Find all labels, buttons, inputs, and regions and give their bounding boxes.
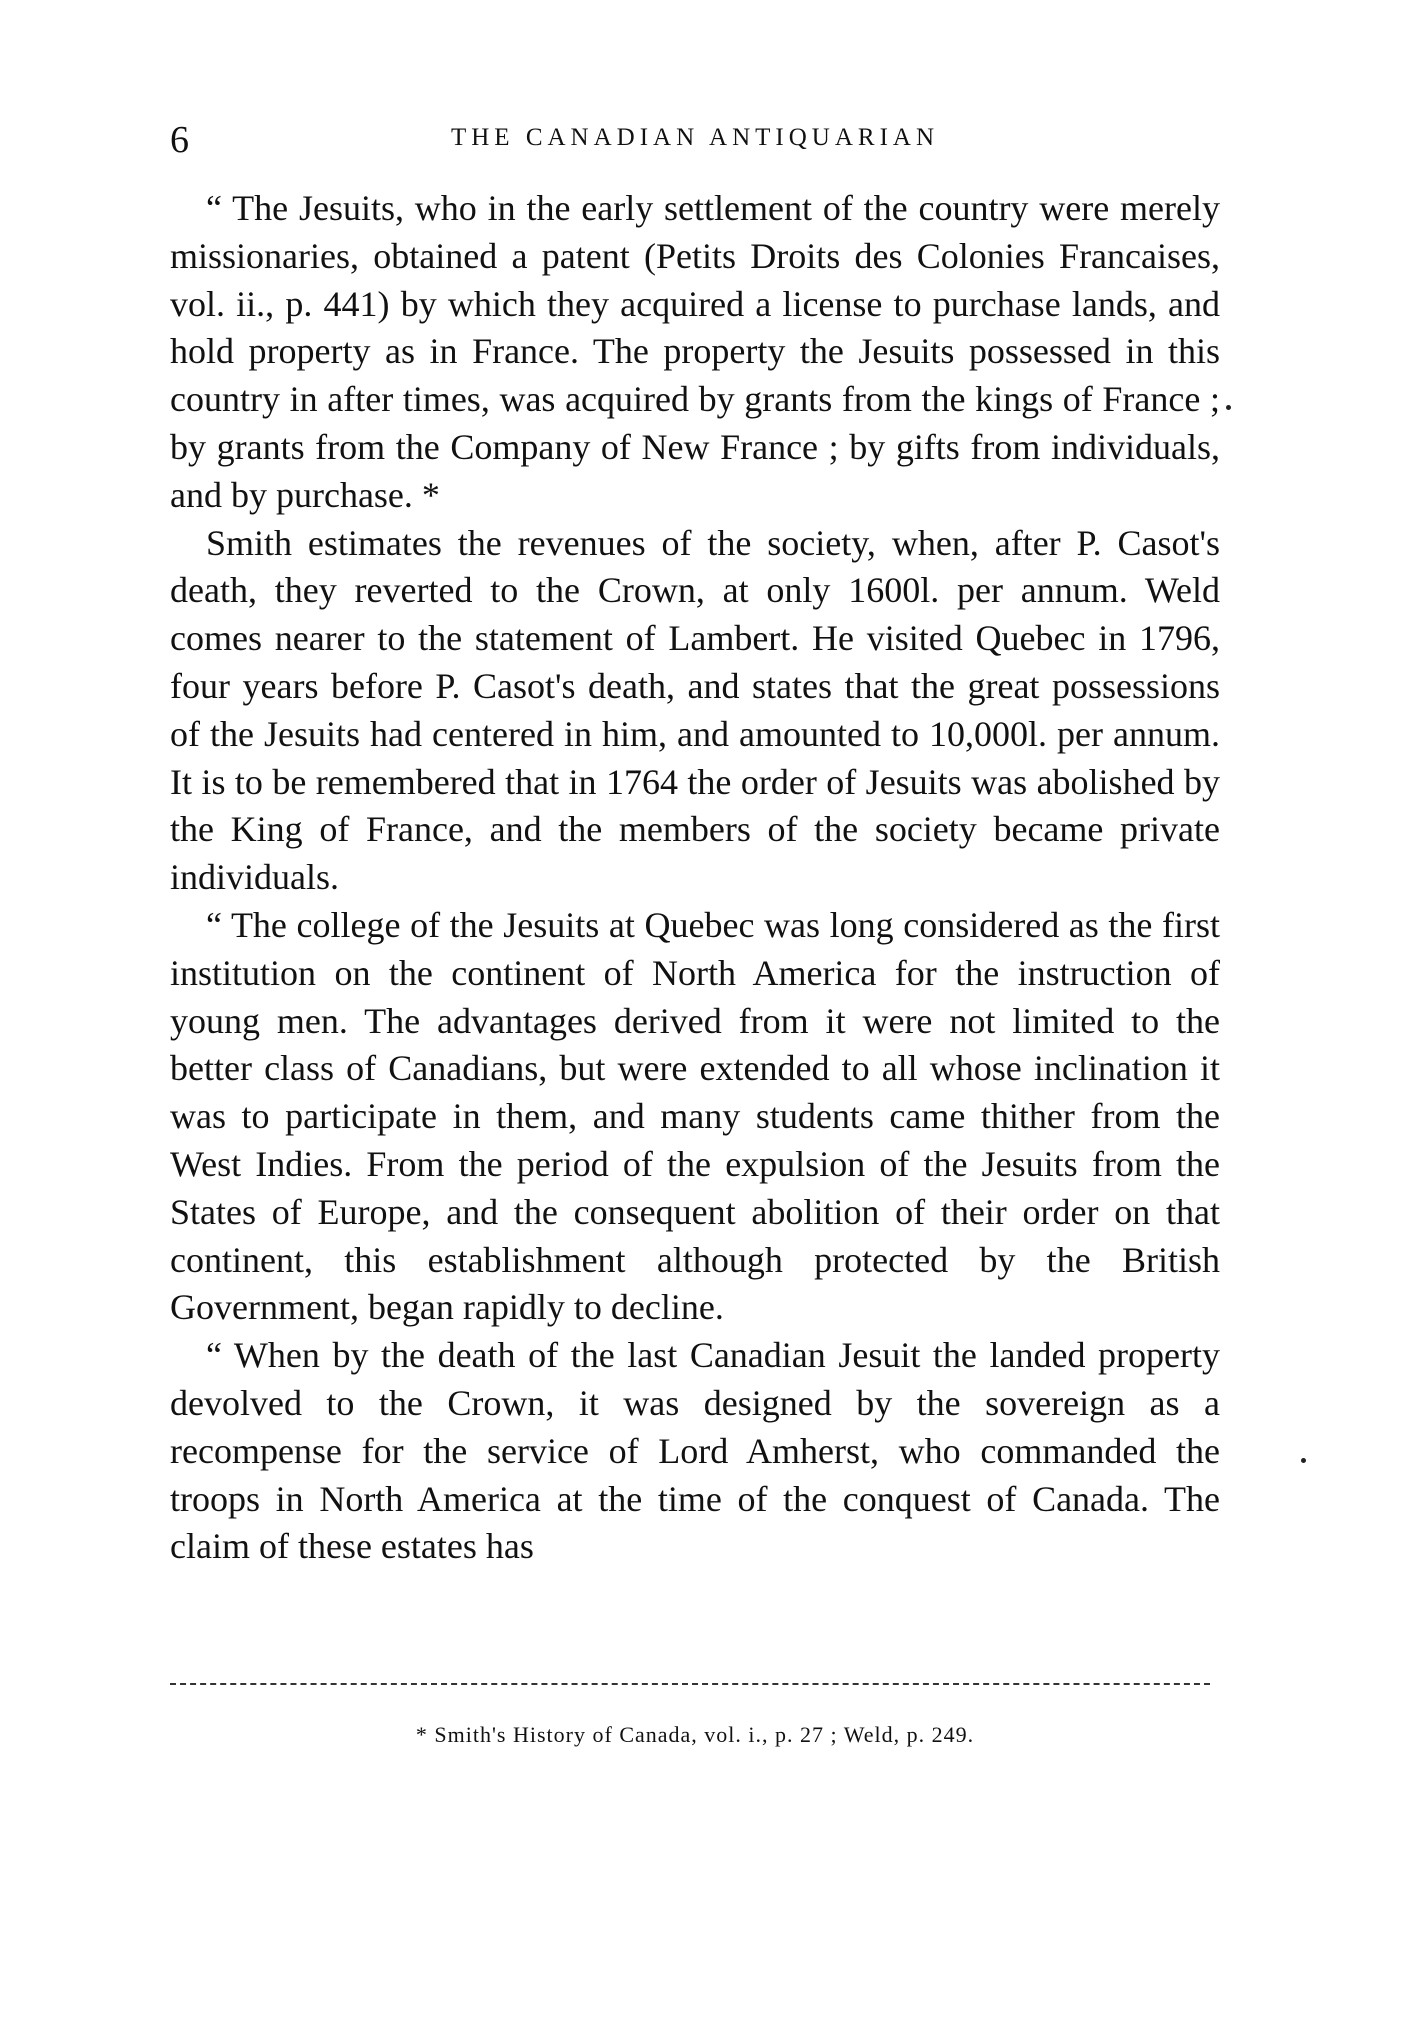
body-text xyxy=(170,185,1220,1571)
paragraph-jesuit-patent: “ The Jesuits, who in the early settlement of the country were merely missionaries, obtained a patent (Petits Droits des Colonies Francaises, vol. ii., p. 441) by which they acquired a license to purchase lands, and hold property as in France. The property the Jesuits possessed in this country in after times, was acquired by grants from the kings of France ; by grants from the Company of New France ; by gifts from individuals, and by purchase. * xyxy=(170,188,1220,515)
print-speck xyxy=(1226,405,1231,410)
paragraph-landed-property: “ When by the death of the last Canadian Jesuit the landed property devolved to the Crown, it was designed by the sovereign as a recompense for the service of Lord Amherst, who commanded the troops in North America at the time of the conquest of Canada. The claim of these estates has xyxy=(170,1335,1220,1567)
page-number: 6 xyxy=(170,119,190,161)
running-title: THE CANADIAN ANTIQUARIAN xyxy=(450,124,940,151)
page-header xyxy=(170,118,1220,166)
paragraph-revenues: Smith estimates the revenues of the society, when, after P. Casot's death, they reverted to the Crown, at only 1600l. per annum. Weld comes nearer to the statement of Lambert. He visited Quebec in 1796, four years before P. Casot's death, and states that the great possessions of the Jesuits had centered in him, and amounted to 10,000l. per annum. It is to be remembered that in 1764 the order of Jesuits was abolished by the King of France, and the members of the society became private individuals. xyxy=(170,522,1220,898)
print-speck xyxy=(1301,1458,1306,1463)
footnote-rule xyxy=(170,1683,1210,1685)
paragraph-college: “ The college of the Jesuits at Quebec was long considered as the first institution on the continent of North America for the instruction of young men. The advantages derived from it were not limited to the better class of Canadians, but were extended to all whose inclination it was to participate in them, and many students came thither from the West Indies. From the period of the expulsion of the Jesuits from the States of Europe, and the consequent abolition of their order on that continent, this establishment although protected by the British Government, began rapidly to decline. xyxy=(170,904,1220,1328)
footnote: * Smith's History of Canada, vol. i., p. 27 ; Weld, p. 249. xyxy=(415,1722,975,1747)
